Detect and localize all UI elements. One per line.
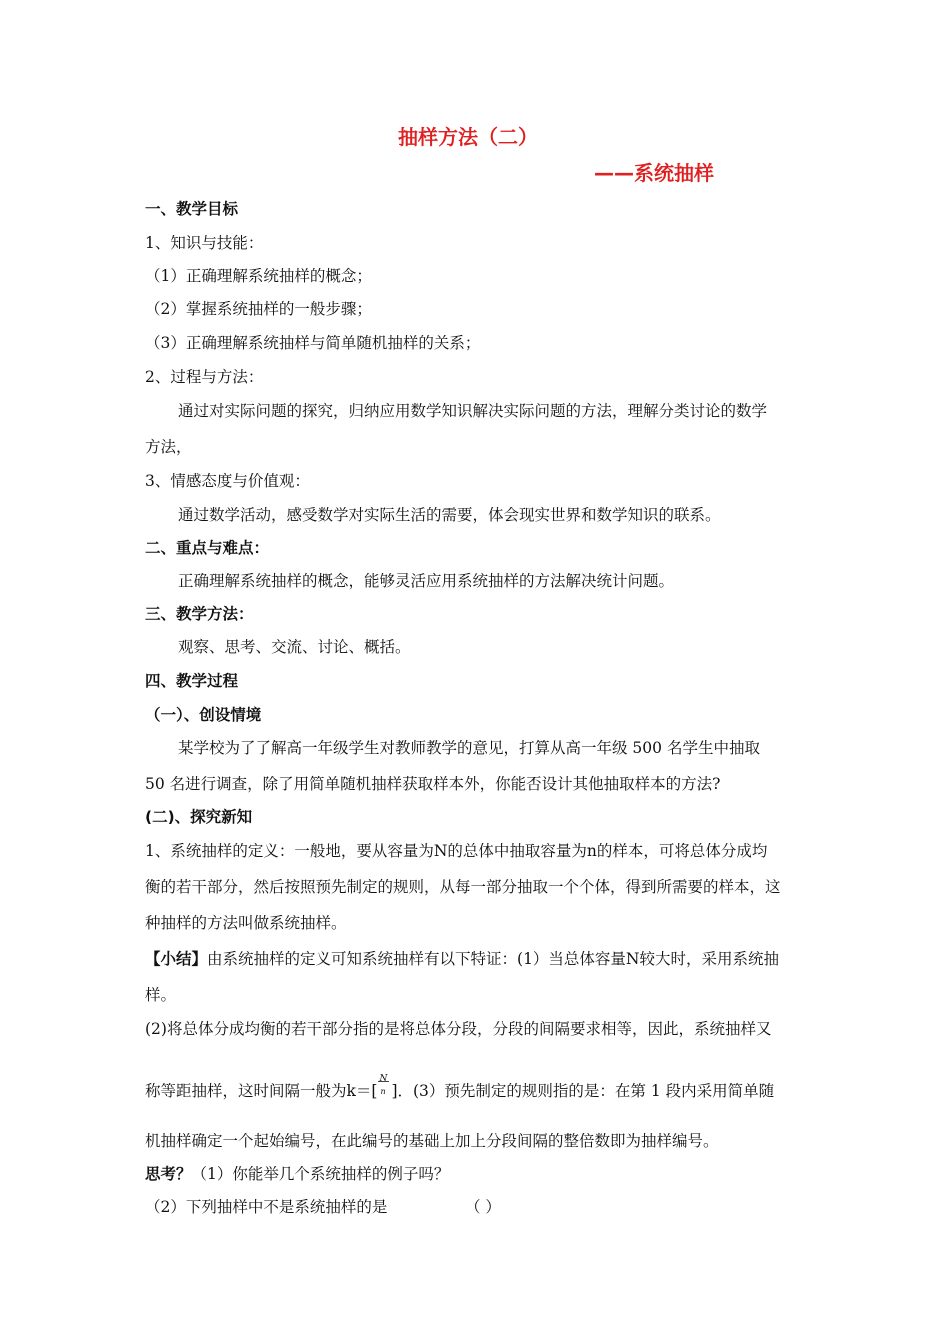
definition-line-3: 种抽样的方法叫做系统抽样。 [145, 914, 347, 932]
definition-line-1: 1、系统抽样的定义：一般地，要从容量为N的总体中抽取容量为n的样本，可将总体分成均 [145, 842, 768, 860]
summary-line-4 [145, 1074, 775, 1102]
fraction-numerator: N [379, 1074, 388, 1084]
methods-para: 观察、思考、交流、讨论、概括。 [178, 638, 411, 656]
think-question-2: （2）下列抽样中不是系统抽样的是 [145, 1198, 388, 1216]
heading-process: 四、教学过程 [145, 672, 239, 690]
goal-2-para-2: 方法， [145, 438, 192, 456]
scenario-para-2: 50 名进行调查，除了用简单随机抽样获取样本外，你能否设计其他抽取样本的方法? [145, 775, 721, 793]
summary-text-1: 由系统抽样的定义可知系统抽样有以下特证：(1）当总体容量N较大时，采用系统抽 [207, 950, 779, 968]
definition-line-2: 衡的若干部分，然后按照预先制定的规则，从每一部分抽取一个个体，得到所需要的样本，这 [145, 878, 781, 896]
summary-line-1 [145, 948, 779, 970]
goal-3-para: 通过数学活动，感受数学对实际生活的需要，体会现实世界和数学知识的联系。 [178, 506, 721, 524]
goal-1b: （2）掌握系统抽样的一般步骤； [145, 300, 372, 318]
think-line-1 [145, 1163, 449, 1185]
fraction-denominator: n [380, 1087, 386, 1096]
summary-text-4b: ]．(3）预先制定的规则指的是：在第 1 段内采用简单随 [391, 1082, 775, 1100]
summary-line-2: 样。 [145, 986, 177, 1004]
heading-scenario: （一）、创设情境 [145, 706, 262, 724]
page-subtitle: ——系统抽样 [594, 161, 714, 185]
goal-2-para-1: 通过对实际问题的探究，归纳应用数学知识解决实际问题的方法，理解分类讨论的数学 [178, 402, 768, 420]
goal-1a: （1）正确理解系统抽样的概念； [145, 267, 372, 285]
summary-line-3: (2)将总体分成均衡的若干部分指的是将总体分段，分段的间隔要求相等，因此，系统抽样又 [145, 1020, 772, 1038]
answer-blank: （ ） [465, 1198, 501, 1216]
summary-text-4a: 称等距抽样，这时间隔一般为k＝[ [145, 1082, 378, 1100]
think-question-1: （1）你能举几个系统抽样的例子吗？ [191, 1165, 450, 1183]
key-points-para: 正确理解系统抽样的概念，能够灵活应用系统抽样的方法解决统计问题。 [178, 572, 675, 590]
goal-1c: （3）正确理解系统抽样与简单随机抽样的关系； [145, 334, 481, 352]
fraction-n-over-n [377, 1074, 391, 1102]
goal-3: 3、情感态度与价值观： [145, 472, 310, 490]
scenario-para-1: 某学校为了了解高一年级学生对教师教学的意见，打算从高一年级 500 名学生中抽取 [178, 739, 760, 757]
summary-label: 【小结】 [145, 950, 208, 968]
goal-2: 2、过程与方法： [145, 368, 264, 386]
think-label: 思考？ [145, 1165, 192, 1183]
page-title: 抽样方法（二） [398, 125, 538, 149]
summary-line-5: 机抽样确定一个起始编号，在此编号的基础上加上分段间隔的整倍数即为抽样编号。 [145, 1132, 719, 1150]
goal-1: 1、知识与技能： [145, 234, 264, 252]
heading-goals: 一、教学目标 [145, 200, 239, 218]
heading-key-points: 二、重点与难点： [145, 539, 270, 557]
heading-methods: 三、教学方法： [145, 605, 254, 623]
heading-explore: (二)、探究新知 [145, 808, 253, 826]
